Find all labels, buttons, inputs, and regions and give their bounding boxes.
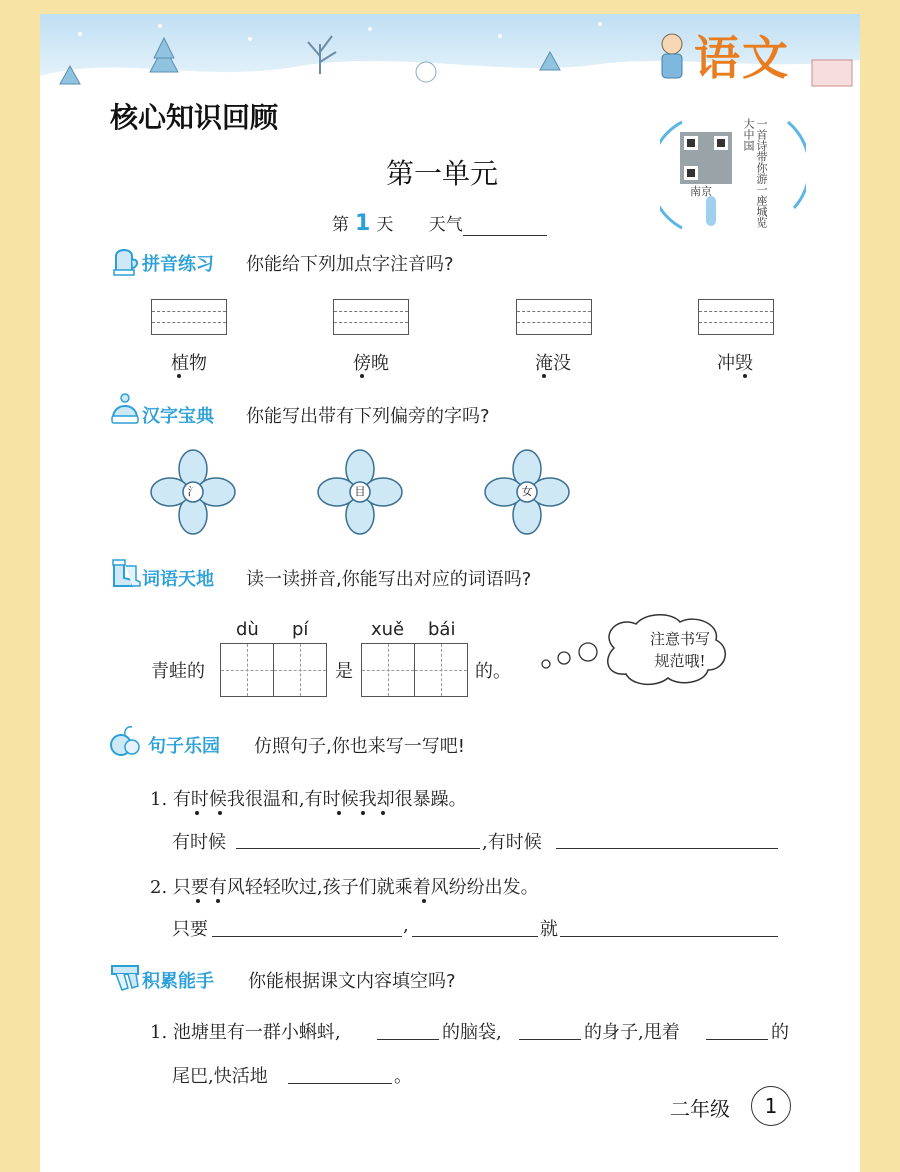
pinyin-label: dù [236, 619, 259, 640]
answer-line[interactable] [560, 936, 778, 937]
day-suffix: 天 [376, 215, 394, 235]
radical-label: 目 [354, 485, 366, 498]
section-pinyin-question: 你能给下列加点字注音吗? [246, 254, 454, 275]
answer-line[interactable] [519, 1039, 581, 1040]
writing-grid-cell[interactable] [273, 643, 327, 697]
fill-text: 1. 池塘里有一群小蝌蚪, [150, 1022, 341, 1043]
word-item: 傍晚 [353, 353, 389, 374]
day-number: 1 [355, 211, 371, 236]
subject-label: 语文 [694, 31, 790, 85]
bubble-line: 规范哦! [654, 652, 706, 670]
answer-line[interactable] [706, 1039, 768, 1040]
answer-line[interactable] [212, 936, 402, 937]
bubble-text [630, 628, 730, 672]
sentence-prompt: 就 [540, 919, 558, 940]
answer-line[interactable] [377, 1039, 439, 1040]
section-words-title: 词语天地 [142, 569, 214, 590]
answer-line[interactable] [556, 848, 778, 849]
emphasis-dot [196, 899, 200, 903]
emphasis-dot [177, 374, 181, 378]
section-hanzi-title: 汉字宝典 [142, 406, 214, 427]
boots-icon [108, 556, 142, 590]
child-figure-icon [662, 34, 682, 78]
fill-text: 的脑袋, [442, 1022, 502, 1043]
unit-title: 第一单元 [386, 157, 499, 190]
word-item: 冲毁 [717, 353, 753, 374]
mitten-icon [108, 244, 142, 278]
section-sentence-question: 仿照句子,你也来写一写吧! [254, 736, 465, 757]
writing-grid-cell[interactable] [361, 643, 415, 697]
qr-code-badge[interactable] [660, 112, 806, 238]
answer-line[interactable] [236, 848, 480, 849]
fill-text: 尾巴,快活地 [172, 1066, 268, 1087]
qr-slogan: 一首诗带你游一座城览大中国 [742, 118, 768, 228]
pinyin-box[interactable] [516, 299, 592, 335]
section-accumulate-title: 积累能手 [142, 971, 214, 992]
section-sentence-title: 句子乐园 [148, 736, 220, 757]
words-tail: 的。 [475, 661, 511, 682]
pinyin-label: xuě [371, 619, 405, 640]
pinyin-box[interactable] [698, 299, 774, 335]
emphasis-dot [337, 811, 341, 815]
words-mid: 是 [335, 661, 353, 682]
pinyin-label: bái [428, 619, 456, 640]
fill-text: 的 [771, 1022, 789, 1043]
pinyin-box[interactable] [151, 299, 227, 335]
pinyin-box[interactable] [333, 299, 409, 335]
radical-label: 女 [521, 485, 533, 498]
fill-text: 。 [394, 1066, 412, 1087]
scarf-icon [108, 960, 142, 994]
page-number: 1 [751, 1086, 791, 1126]
sentence-example: 1. 有时候我很温和,有时候我却很暴躁。 [150, 789, 467, 810]
emphasis-dot [422, 899, 426, 903]
emphasis-dot [195, 811, 199, 815]
radical-label: 氵 [187, 485, 199, 498]
answer-line[interactable] [412, 936, 538, 937]
qr-city: 南京 [690, 185, 712, 198]
answer-line[interactable] [288, 1083, 392, 1084]
knit-hat-icon [108, 392, 142, 426]
section-pinyin-title: 拼音练习 [142, 254, 214, 275]
section-words-question: 读一读拼音,你能写出对应的词语吗? [246, 569, 532, 590]
sentence-prompt: ,有时候 [482, 832, 542, 853]
section-accumulate-question: 你能根据课文内容填空吗? [248, 971, 456, 992]
word-item: 淹没 [535, 353, 571, 374]
emphasis-dot [381, 811, 385, 815]
grade-label: 二年级 [670, 1097, 730, 1121]
pinyin-label: pí [292, 619, 309, 640]
section-hanzi-question: 你能写出带有下列偏旁的字吗? [246, 406, 490, 427]
fill-text: 的身子,甩着 [584, 1022, 680, 1043]
sentence-example: 2. 只要有风轻轻吹过,孩子们就乘着风纷纷出发。 [150, 877, 539, 898]
page-heading: 核心知识回顾 [110, 101, 279, 134]
writing-grid-cell[interactable] [414, 643, 468, 697]
sentence-prompt: 只要 [172, 919, 208, 940]
word-item: 植物 [171, 353, 207, 374]
emphasis-dot [743, 374, 747, 378]
writing-grid-cell[interactable] [220, 643, 274, 697]
emphasis-dot [361, 811, 365, 815]
sentence-prompt: 有时候 [172, 832, 226, 853]
sentence-prompt: , [403, 915, 409, 936]
snowball-icon [108, 723, 142, 757]
weather-blank[interactable] [463, 217, 547, 236]
day-weather-line [332, 210, 547, 236]
emphasis-dot [542, 374, 546, 378]
words-lead: 青蛙的 [151, 661, 205, 682]
bubble-line: 注意书写 [649, 630, 710, 648]
emphasis-dot [360, 374, 364, 378]
emphasis-dot [216, 899, 220, 903]
emphasis-dot [218, 811, 222, 815]
day-prefix: 第 [332, 215, 349, 235]
weather-label: 天气 [428, 215, 463, 235]
